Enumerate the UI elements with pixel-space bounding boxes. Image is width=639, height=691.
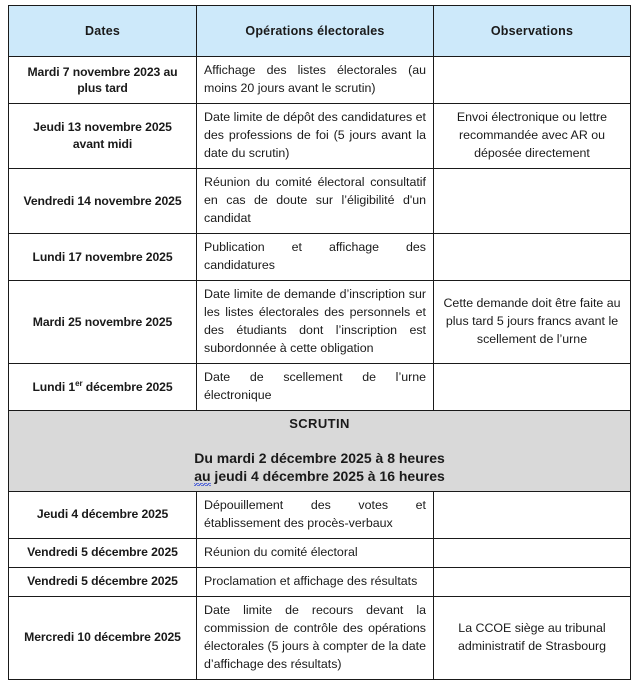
cell-observation [434,567,631,596]
scrutin-line-2-rest: jeudi 4 décembre 2025 à 16 heures [210,468,445,485]
table-header-row [9,6,631,57]
cell-observation: Envoi électronique ou lettre recommandée avec AR ou déposée directement [434,103,631,168]
scrutin-title: SCRUTIN [289,415,350,431]
date-text-prefix: Lundi 1 [32,379,76,394]
cell-date: Jeudi 13 novembre 2025 avant midi [9,103,197,168]
cell-observation [434,233,631,280]
table-row [9,538,631,567]
table-row [9,103,631,168]
electoral-calendar-container [8,5,630,680]
cell-operation: Date limite de demande d’inscription sur les listes électorales des personnels et des étudiants dont l’inscription est subordonnée à cette obligation [197,280,434,363]
cell-operation: Réunion du comité électoral [197,538,434,567]
cell-observation [434,168,631,233]
cell-date: Vendredi 5 décembre 2025 [9,538,197,567]
table-row [9,280,631,363]
cell-observation [434,538,631,567]
spellcheck-underlined-word: au [194,468,211,485]
cell-observation: Cette demande doit être faite au plus tard 5 jours francs avant le scellement de l’urne [434,280,631,363]
electoral-calendar-table [8,5,631,680]
table-body-before-banner [9,57,631,411]
cell-date: Mardi 7 novembre 2023 au plus tard [9,57,197,104]
cell-operation: Réunion du comité électoral consultatif en cas de doute sur l’éligibilité d'un candidat [197,168,434,233]
table-row [9,491,631,538]
cell-operation: Date de scellement de l’urne électronique [197,363,434,410]
table-row [9,596,631,679]
scrutin-line-1: Du mardi 2 décembre 2025 à 8 heures [194,449,445,466]
cell-date: Mardi 25 novembre 2025 [9,280,197,363]
column-header-observations: Observations [434,6,631,57]
cell-operation: Publication et affichage des candidatures [197,233,434,280]
cell-date: Lundi 17 novembre 2025 [9,233,197,280]
table-body-after-banner [9,491,631,679]
cell-operation: Date limite de dépôt des candidatures et des professions de foi (5 jours avant la date du scrutin) [197,103,434,168]
cell-observation [434,363,631,410]
column-header-dates: Dates [9,6,197,57]
table-body-banner [9,410,631,491]
scrutin-line-2 [16,467,623,485]
cell-operation: Affichage des listes électorales (au moins 20 jours avant le scrutin) [197,57,434,104]
table-row [9,57,631,104]
date-text-suffix: décembre 2025 [82,379,173,394]
cell-observation [434,491,631,538]
cell-observation: La CCOE siège au tribunal administratif de Strasbourg [434,596,631,679]
date-ordinal-suffix: er [75,378,83,388]
table-row [9,567,631,596]
table-row [9,168,631,233]
cell-date: Jeudi 4 décembre 2025 [9,491,197,538]
cell-operation: Date limite de recours devant la commission de contrôle des opérations électorales (5 jours à compter de la date d’affichage des résultats) [197,596,434,679]
scrutin-banner-cell [9,410,631,491]
cell-observation [434,57,631,104]
cell-date [9,363,197,410]
cell-date: Vendredi 14 novembre 2025 [9,168,197,233]
cell-date: Vendredi 5 décembre 2025 [9,567,197,596]
cell-operation: Proclamation et affichage des résultats [197,567,434,596]
column-header-operations: Opérations électorales [197,6,434,57]
table-row [9,363,631,410]
table-row [9,233,631,280]
cell-operation: Dépouillement des votes et établissement des procès-verbaux [197,491,434,538]
scrutin-banner-row [9,410,631,491]
cell-date: Mercredi 10 décembre 2025 [9,596,197,679]
